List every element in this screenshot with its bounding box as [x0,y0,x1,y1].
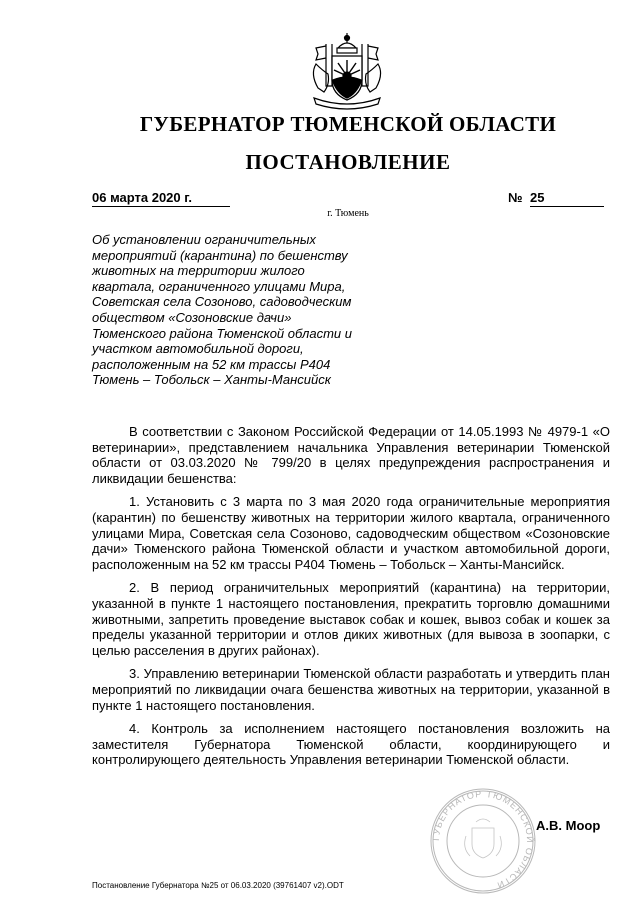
tyumen-coat-of-arms-icon [304,30,390,112]
subject-line: расположенным на 52 км трассы Р404 [92,356,331,372]
document-number-value: 25 [530,190,545,205]
subject-line: Тюменского района Тюменской области и [92,325,352,341]
subject-line: Советская села Созоново, садоводческим [92,294,352,310]
signatory-name: А.В. Моор [536,818,601,833]
document-number [530,190,604,207]
preamble-paragraph: В соответствии с Законом Российской Федерации от 14.05.1993 № 4979-1 «О ветеринарии», представлением начальника Управления ветеринарии Тюменской области от 03.03.2020 № 799/20 в целях предупреждения распространения и ликвидации бешенства: [92,424,610,486]
clause-3-paragraph: 3. Управлению ветеринарии Тюменской области разработать и утвердить план мероприятий по ликвидации очага бешенства животных на территории, указанной в пункте 1 настоящего постановления. [92,666,610,713]
clause-4-paragraph: 4. Контроль за исполнением настоящего постановления возложить на заместителя Губернатора Тюменской области, координирующего и контролирующего деятельность Управления ветеринарии Тюменской области. [92,721,610,768]
clause-2-paragraph: 2. В период ограничительных мероприятий (карантина) на территории, указанной в пункте 1 настоящего постановления, прекратить торговлю домашними животными, запретить проведение выставок собак и кошек, вывоз собак и кошек за пределы указанной территории и отлов диких животных (для вывоза в зоопарки, с целью расселения в других районах). [92,580,610,658]
subject-line: участком автомобильной дороги, [92,341,304,357]
document-subject [92,232,392,388]
subject-line: обществом «Созоновские дачи» [92,309,292,325]
document-type-title: ПОСТАНОВЛЕНИЕ [245,150,451,174]
subject-line: Об установлении ограничительных [92,232,316,247]
document-date: 06 марта 2020 г. [92,190,230,207]
subject-line: мероприятий (карантина) по бешенству [92,247,348,263]
svg-text:ГУБЕРНАТОР ТЮМЕНСКОЙ ОБЛАСТИ: ГУБЕРНАТОР ТЮМЕНСКОЙ ОБЛАСТИ [430,788,536,891]
issuer-title: ГУБЕРНАТОР ТЮМЕНСКОЙ ОБЛАСТИ [139,112,557,136]
document-body [92,424,610,776]
official-seal-stamp-icon [428,786,538,896]
document-number-label: № [508,190,523,205]
clause-1-paragraph: 1. Установить с 3 марта по 3 мая 2020 года ограничительные мероприятия (карантин) по бешенству животных на территории жилого квартала, ограниченного улицами Мира, Советская села Созоново, садоводческим обществом «Созоновские дачи» Тюменского района Тюменской области и участком автомобильной дороги, расположенным на 52 км трассы Р404 Тюмень – Тобольск – Ханты-Мансийск. [92,494,610,572]
subject-line: Тюмень – Тобольск – Ханты-Мансийск [92,372,331,388]
subject-line: квартала, ограниченного улицами Мира, [92,278,346,294]
subject-line: животных на территории жилого [92,263,305,279]
document-city: г. Тюмень [327,208,369,219]
document-footer: Постановление Губернатора №25 от 06.03.2020 (39761407 v2).ODT [92,881,344,890]
